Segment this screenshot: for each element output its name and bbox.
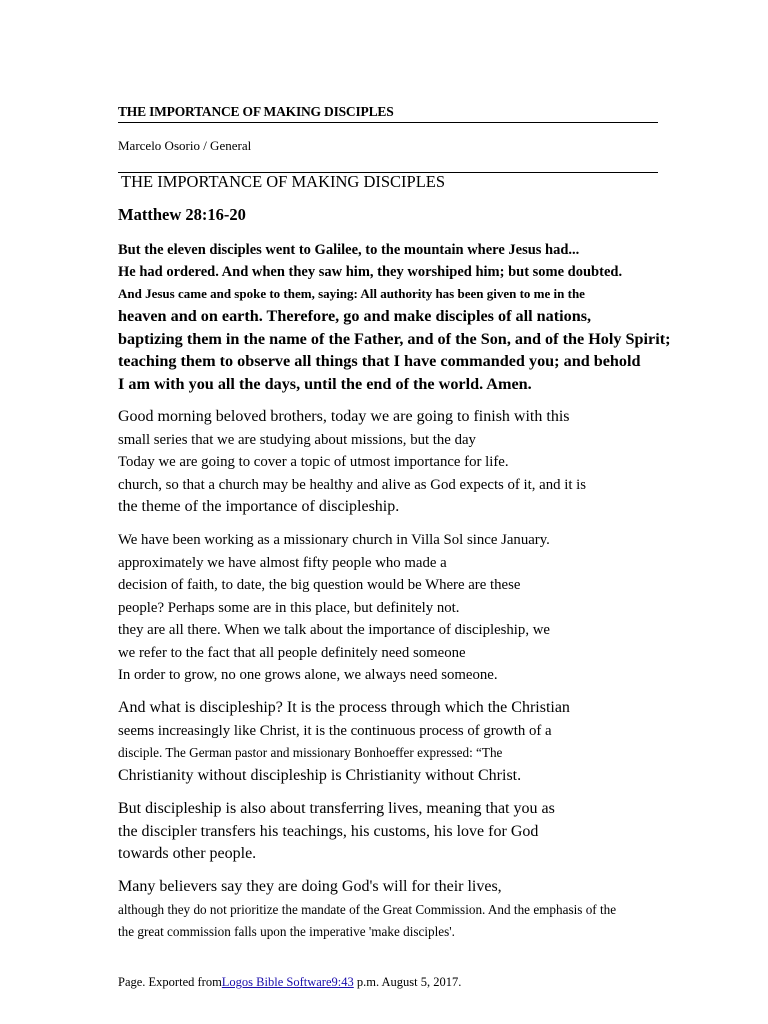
paragraph-line: we refer to the fact that all people definitely need someone [118,644,466,661]
paragraph-transferring-lives [118,798,718,866]
verse-line: He had ordered. And when they saw him, they worshiped him; but some doubted. [118,264,623,280]
paragraph-line: the discipler transfers his teachings, his customs, his love for God [118,822,539,840]
paragraph-line: disciple. The German pastor and missionary Bonhoeffer expressed: “The [118,745,503,760]
paragraph-line: Christianity without discipleship is Christianity without Christ. [118,766,522,784]
verse-line: teaching them to observe all things that I have commanded you; and behold [118,352,641,370]
verse-line: And Jesus came and spoke to them, saying: All authority has been given to me in the [118,286,585,301]
author-line: Marcelo Osorio / General [118,138,658,173]
verse-line: But the eleven disciples went to Galilee, to the mountain where Jesus had... [118,242,580,258]
paragraph-line: Today we are going to cover a topic of utmost importance for life. [118,454,509,470]
paragraph-line: they are all there. When we talk about the importance of discipleship, we [118,622,550,638]
paragraph-line: Many believers say they are doing God's will for their lives, [118,878,502,895]
paragraph-line: Good morning beloved brothers, today we are going to finish with this [118,408,570,425]
paragraph-line: small series that we are studying about missions, but the day [118,431,476,448]
paragraph-line: the great commission falls upon the imperative 'make disciples'. [118,924,455,939]
document-title: THE IMPORTANCE OF MAKING DISCIPLES [121,172,446,191]
paragraph-line: decision of faith, to date, the big question would be Where are these [118,577,521,593]
paragraph-what-is-discipleship [118,697,718,787]
paragraph-line: In order to grow, no one grows alone, we always need someone. [118,667,498,683]
header-title: THE IMPORTANCE OF MAKING DISCIPLES [118,104,658,123]
footer-prefix: Page. Exported from [118,975,222,989]
paragraph-line: the theme of the importance of discipleship. [118,498,400,515]
paragraph-missionary-church [118,529,718,687]
paragraph-line: But discipleship is also about transferring lives, meaning that you as [118,800,555,817]
footer-suffix: p.m. August 5, 2017. [353,975,462,989]
paragraph-line: church, so that a church may be healthy and alive as God expects of it, and it is [118,476,587,493]
verse-line: I am with you all the days, until the end of the world. Amen. [118,374,532,393]
export-time-link[interactable]: 9:43 [331,975,354,989]
paragraph-line: although they do not prioritize the mandate of the Great Commission. And the emphasis of the [118,901,617,917]
paragraph-line: And what is discipleship? It is the process through which the Christian [118,699,570,716]
verse-line: baptizing them in the name of the Father, and of the Son, and of the Holy Spirit; [118,329,671,348]
paragraph-intro [118,406,718,519]
export-footer [118,975,461,990]
scripture-passage [118,239,758,395]
paragraph-line: We have been working as a missionary church in Villa Sol since January. [118,532,550,548]
paragraph-line: people? Perhaps some are in this place, but definitely not. [118,599,460,616]
logos-software-link[interactable]: Logos Bible Software [221,975,332,989]
scripture-reference: Matthew 28:16-20 [118,205,246,224]
paragraph-line: towards other people. [118,845,257,862]
paragraph-line: seems increasingly like Christ, it is the continuous process of growth of a [118,722,552,739]
paragraph-line: approximately we have almost fifty people who made a [118,554,447,571]
paragraph-great-commission [118,876,718,944]
verse-line: heaven and on earth. Therefore, go and make disciples of all nations, [118,307,592,325]
